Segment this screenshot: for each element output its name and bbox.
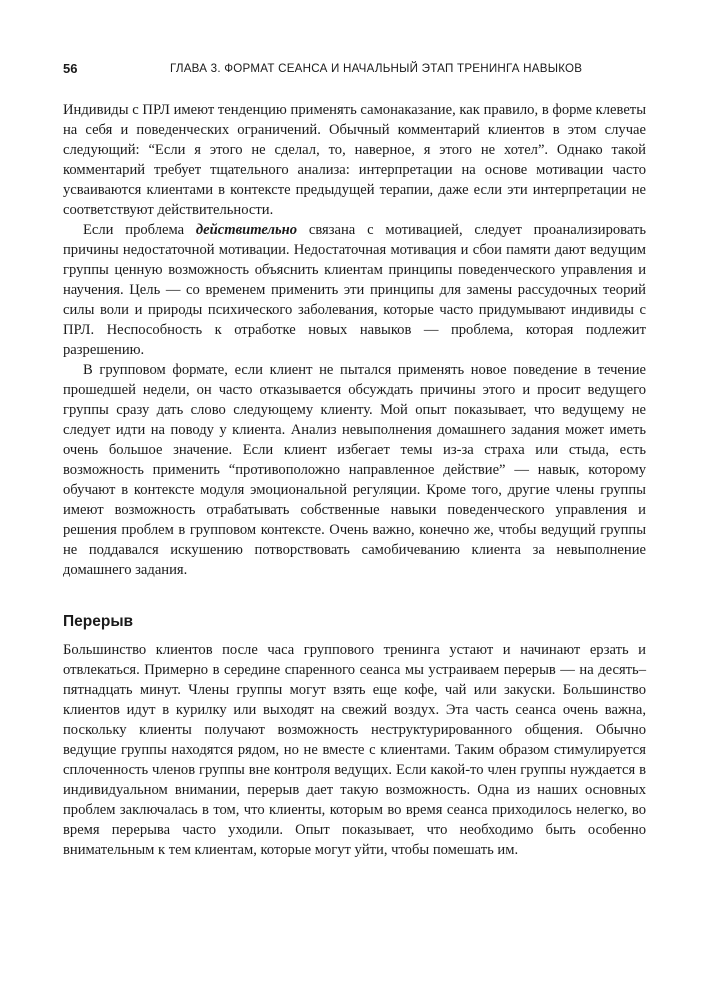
running-head [63,61,646,77]
paragraph-self-punishment: Индивиды с ПРЛ имеют тенденцию применять самонаказание, как правило, в форме клеветы на себя и поведенческих ограничений. Обычный комментарий клиентов в этом случае следующий: “Если я этого не сделал, то, наверное, я этого не хотел”. Однако такой комментарий требует тщательного анализа: интерпретации на основе мотивации часто усваиваются клиентами в контексте предыдущей терапии, даже если эти интерпретации не соответствуют действительности. [63,102,646,218]
paragraph-group-format: В групповом формате, если клиент не пытался применять новое поведение в течение прошедшей недели, он часто отказывается обсуждать причины этого и просит ведущего группы сразу дать слово следующему клиенту. Мой опыт показывает, что ведущему не следует идти на поводу у клиента. Анализ невыполнения домашнего задания может иметь очень большое значение. Если клиент избегает темы из-за страха или стыда, есть возможность применить “противоположно направленное действие” — навык, которому обучают в контексте модуля эмоциональной регуляции. Кроме того, другие члены группы имеют возможность отрабатывать собственные навыки поведенческого управления и решения проблем в групповом контексте. Очень важно, конечно же, чтобы ведущий группы не поддавался искушению потворствовать самобичеванию клиента за невыполнение домашнего задания. [63,362,646,578]
paragraph-motivation-analysis-start: Если проблема [83,222,196,238]
emphasis-really: действительно [195,222,298,238]
chapter-title: ГЛАВА 3. ФОРМАТ СЕАНСА И НАЧАЛЬНЫЙ ЭТАП ТРЕНИНГА НАВЫКОВ [170,62,583,75]
section-heading-break: Перерыв [63,613,134,630]
section-body-break [63,640,646,860]
paragraph-motivation-analysis [63,220,646,360]
page-number: 56 [63,61,78,76]
paragraph-break-description: Большинство клиентов после часа группового тренинга устают и начинают ерзать и отвлекаться. Примерно в середине спаренного сеанса мы устраиваем перерыв — на десять–пятнадцать минут. Члены группы могут взять еще кофе, чай или закуски. Большинство клиентов идут в курилку или выходят на свежий воздух. Эта часть сеанса очень важна, поскольку клиенты получают возможность неструктурированного общения. Обычно ведущие группы находятся рядом, но не вместе с клиентами. Таким образом стимулируется сплоченность членов группы вне контроля ведущих. Если какой-то член группы нуждается в индивидуальном внимании, перерыв дает такую возможность. Одна из наших основных проблем заключалась в том, что клиенты, которым во время сеанса приходилось нелегко, во время перерыва часто уходили. Опыт показывает, что необходимо быть особенно внимательным к тем клиентам, которые могут уйти, чтобы помешать им. [63,642,646,858]
section-body-motivation [63,100,646,580]
paragraph-motivation-analysis-end: связана с мотивацией, следует проанализировать причины недостаточной мотивации. Недостаточная мотивация и сбои памяти дают ведущим группы ценную возможность объяснить клиентам принципы поведенческого управления и научения. Цель — со временем применить эти принципы для замены рассудочных теорий силы воли и природы психического заболевания, которые часто придумывают индивиды с ПРЛ. Неспособность к отработке новых навыков — проблема, которая подлежит разрешению. [63,222,647,358]
